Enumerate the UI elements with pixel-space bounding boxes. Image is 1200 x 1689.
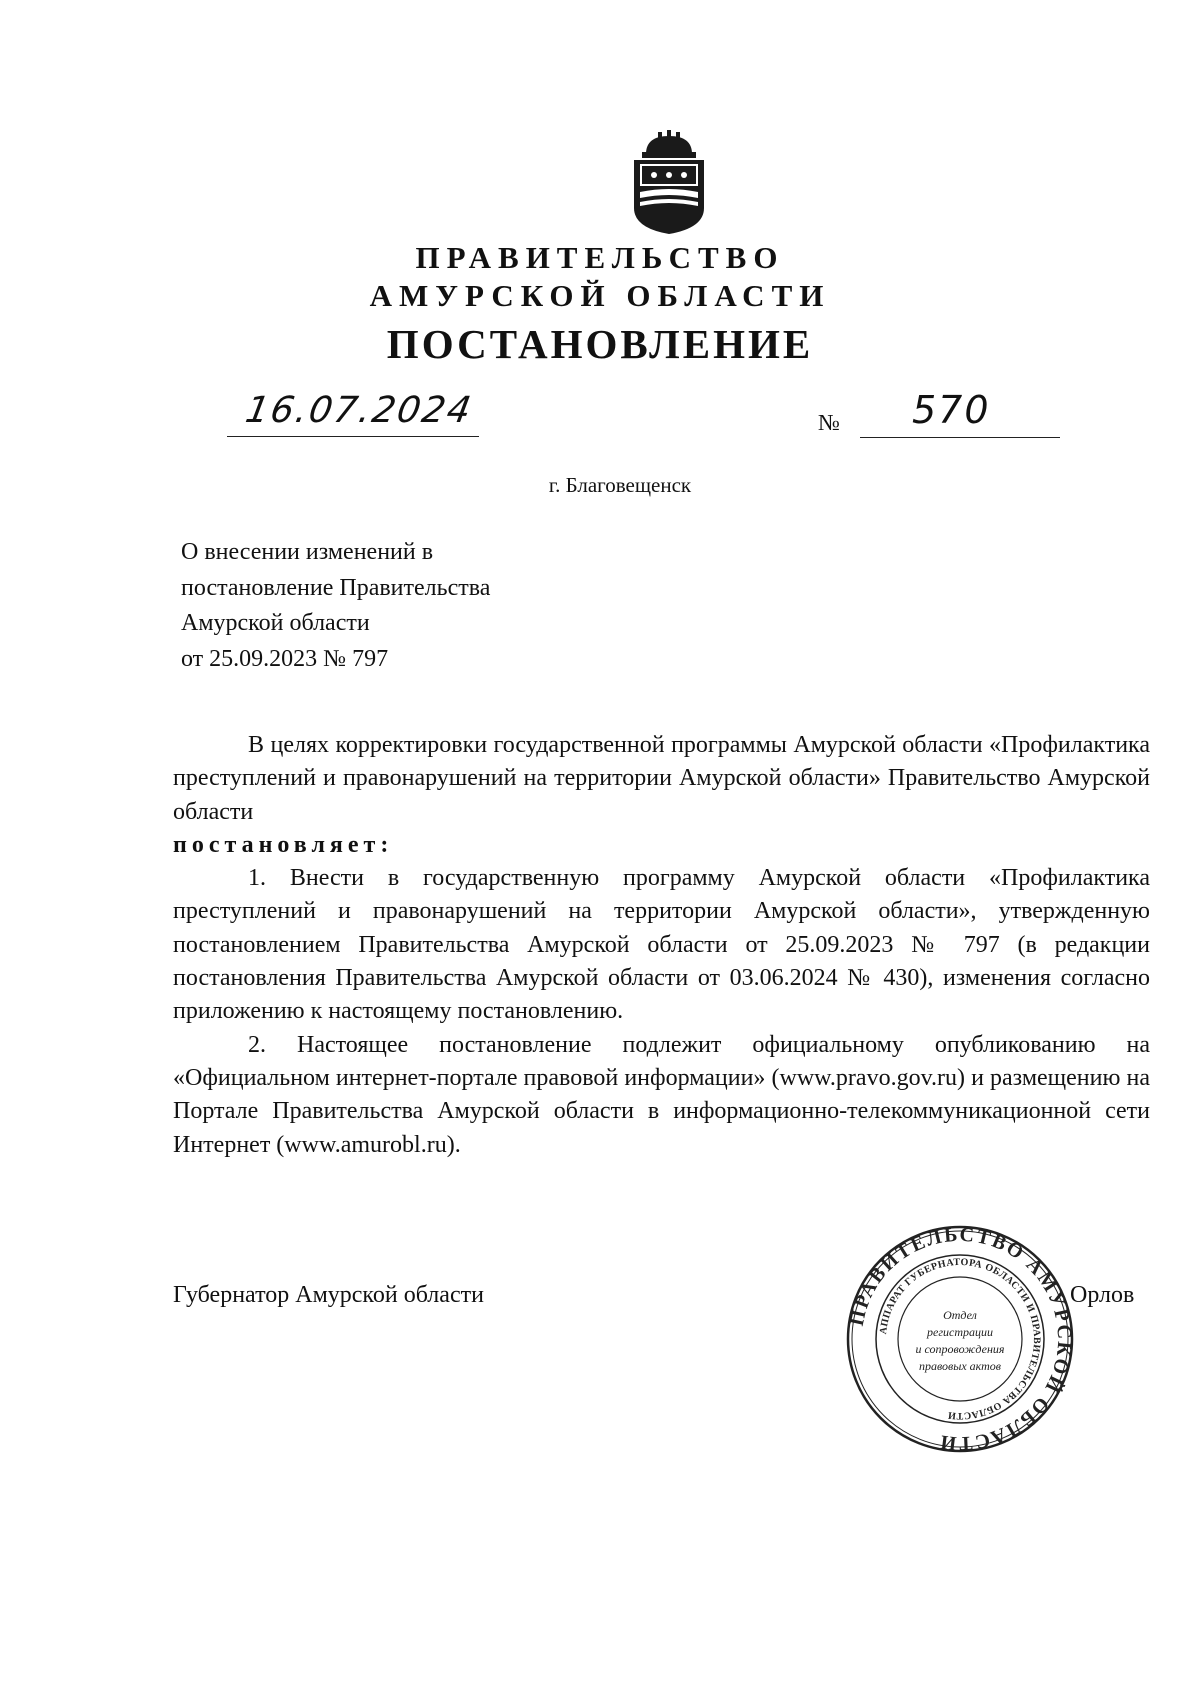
document-body (173, 729, 1150, 1162)
subject-line: постановление Правительства (181, 574, 491, 601)
header-government: ПРАВИТЕЛЬСТВО (415, 240, 785, 275)
item-2-paragraph: 2. Настоящее постановление подлежит официальному опубликованию на «Официальном интернет-портале правовой информации» (www.pravo.gov.ru) и размещению на Портале Правительства Амурской области в информационно-телекоммуникационной сети Интернет (www.amurobl.ru). (173, 1031, 1150, 1158)
official-seal-icon (845, 1224, 1075, 1454)
seal-center-line: и сопровождения (915, 1342, 1005, 1356)
subject-line: Амурской области (181, 610, 370, 636)
document-subject (181, 535, 490, 677)
seal-center-line: правовых актов (918, 1359, 1002, 1373)
number-sign: № (818, 410, 840, 435)
date-underline (227, 436, 479, 437)
seal-ring-text: АППАРАТ ГУБЕРНАТОРА ОБЛАСТИ И ПРАВИТЕЛЬСТВА ОБЛАСТИ (878, 1256, 1043, 1422)
preamble-paragraph: В целях корректировки государственной программы Амурской области «Профилактика преступлений и правонарушений на территории Амурской области» Правительство Амурской области (173, 732, 1150, 825)
seal-center-line: Отдел (943, 1308, 977, 1322)
document-date: 16.07.2024 (242, 390, 476, 431)
number-underline (860, 437, 1060, 438)
item-1-paragraph: 1. Внести в государственную программу Амурской области «Профилактика преступлений и правонарушений на территории Амурской области», утвержденную постановлением Правительства Амурской области от 25.09.2023 № 797 (в редакции постановления Правительства Амурской области от 03.06.2024 № 430), изменения согласно приложению к настоящему постановлению. (173, 865, 1150, 1025)
subject-line: О внесении изменений в (181, 539, 434, 565)
seal-outer-text: ПРАВИТЕЛЬСТВО АМУРСКОЙ ОБЛАСТИ (845, 1224, 1075, 1454)
city-label: г. Благовещенск (548, 473, 692, 497)
header-region: АМУРСКОЙ ОБЛАСТИ (369, 278, 831, 313)
document-number: 570 (912, 388, 991, 432)
signer-position: Губернатор Амурской области (173, 1282, 484, 1308)
document-type-title: ПОСТАНОВЛЕНИЕ (386, 321, 814, 367)
subject-line: от 25.09.2023 № 797 (181, 645, 389, 672)
signer-name: Орлов (1070, 1282, 1135, 1308)
decree-word: постановляет: (173, 831, 394, 858)
coat-of-arms-icon (628, 130, 710, 235)
seal-center-line: регистрации (927, 1325, 993, 1339)
